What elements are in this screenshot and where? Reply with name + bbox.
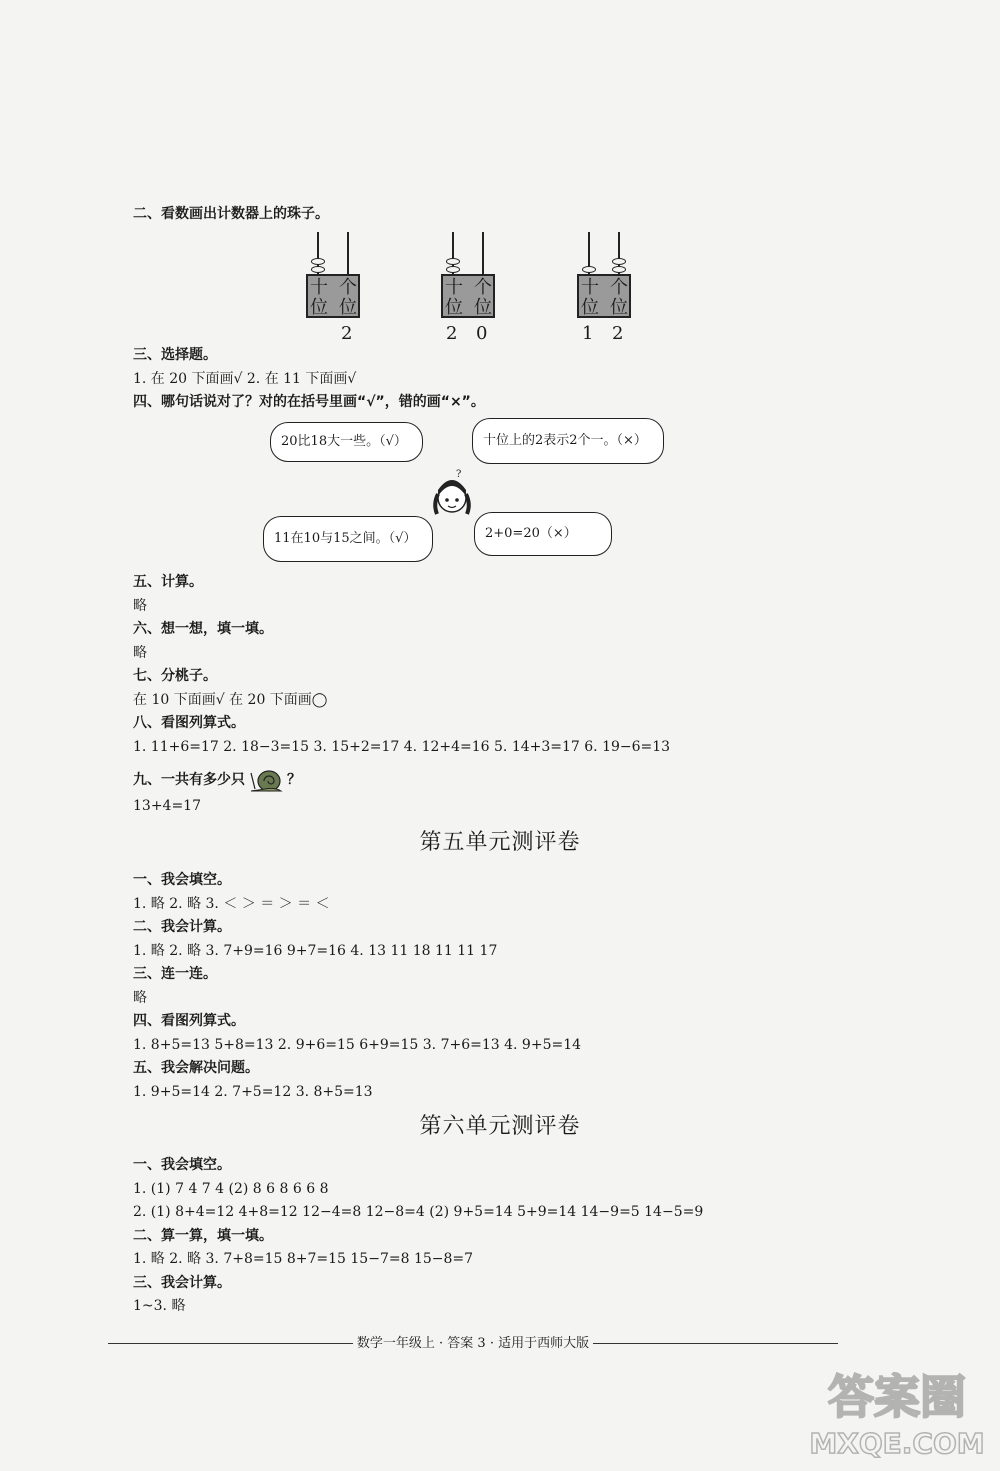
tens-label-2: 位: [581, 297, 599, 318]
sec3-heading: 三、选择题。: [133, 347, 217, 363]
tens-bead: [582, 266, 596, 273]
page-footer: [108, 1334, 838, 1354]
ones-digit: 0: [476, 323, 488, 344]
sec5-answer: 略: [133, 598, 147, 614]
tens-label-1: 十: [310, 277, 328, 298]
unit5-title: 第五单元测评卷: [419, 830, 581, 855]
ones-bead: [612, 258, 626, 265]
sec8-heading: 八、看图列算式。: [133, 715, 245, 731]
unit5-heading: 三、连一连。: [133, 966, 217, 982]
unit6-answer: 1. 略 2. 略 3. 7+8=15 8+7=15 15−7=8 15−8=7: [133, 1251, 474, 1267]
unit5-answer: 1. 8+5=13 5+8=13 2. 9+6=15 6+9=15 3. 7+6=13 4. 9+5=14: [133, 1036, 582, 1053]
unit6-heading: 一、我会填空。: [133, 1157, 231, 1173]
unit5-heading: 四、看图列算式。: [133, 1013, 245, 1029]
watermark-en: MXQE.COM: [809, 1427, 985, 1460]
unit6-heading: 二、算一算，填一填。: [133, 1227, 273, 1244]
girl-icon: [425, 468, 480, 528]
sec9-answer: 13+4=17: [133, 798, 201, 814]
speech-bubble-1: 20比18大一些。（√）: [270, 422, 423, 462]
unit5-answer: 1. 略 2. 略 3. 7+9=16 9+7=16 4. 13 11 18 11 11 17: [133, 942, 498, 959]
sec7-heading: 七、分桃子。: [133, 668, 217, 684]
tens-label-1: 十: [445, 277, 463, 298]
sec6-heading: 六、想一想，填一填。: [133, 621, 273, 637]
sec5-heading: 五、计算。: [133, 574, 203, 590]
ones-bead: [612, 266, 626, 273]
unit5-heading: 一、我会填空。: [133, 872, 231, 888]
tens-bead: [311, 266, 325, 273]
tens-digit: 2: [446, 323, 458, 344]
ones-digit: 2: [612, 323, 624, 344]
watermark-logo: [802, 1353, 992, 1463]
sec8-answer: 1. 11+6=17 2. 18−3=15 3. 15+2=17 4. 12+4=16 5. 14+3=17 6. 19−6=13: [133, 739, 671, 755]
tens-digit: 1: [582, 323, 594, 344]
speech-bubble-2: 十位上的2表示2个一。（×）: [472, 418, 664, 464]
snail-icon: [247, 767, 285, 793]
sec9-heading-text: 九、一共有多少只: [133, 772, 245, 788]
unit6-answer: 1. (1) 7 4 7 4 (2) 8 6 8 6 6 8: [133, 1180, 329, 1197]
ones-label-1: 个: [339, 277, 357, 298]
unit5-answer: 1. 9+5=14 2. 7+5=12 3. 8+5=13: [133, 1083, 373, 1100]
unit6-answer: 2. (1) 8+4=12 4+8=12 12−4=8 12−8=4 (2) 9+5=14 5+9=14 14−9=5 14−5=9: [133, 1204, 704, 1220]
tens-bead: [446, 258, 460, 265]
counter-abacus: [574, 232, 634, 344]
tens-label-2: 位: [445, 297, 463, 318]
sec4-heading: 四、哪句话说对了？对的在括号里画“√”，错的画“×”。: [133, 394, 485, 410]
speech-bubble-3: 11在10与15之间。（√）: [263, 516, 433, 562]
tens-label-2: 位: [310, 297, 328, 318]
speech-bubble-4: 2+0=20（×）: [474, 512, 612, 556]
ones-rod: [347, 232, 349, 274]
ones-rod: [482, 232, 484, 274]
unit6-title: 第六单元测评卷: [419, 1114, 581, 1139]
tens-digit: 2: [341, 323, 353, 344]
sec9-heading: [133, 767, 301, 793]
ones-label-2: 位: [474, 297, 492, 318]
sec9-question-mark: ？: [287, 772, 301, 788]
tens-bead: [311, 258, 325, 265]
ones-label-2: 位: [610, 297, 628, 318]
ones-label-1: 个: [610, 277, 628, 298]
tens-bead: [446, 266, 460, 273]
unit6-heading: 三、我会计算。: [133, 1274, 231, 1291]
unit5-heading: 二、我会计算。: [133, 919, 231, 935]
ones-label-1: 个: [474, 277, 492, 298]
sec3-answer: 1. 在 20 下面画√ 2. 在 11 下面画√: [133, 371, 357, 387]
counter-abacus: [438, 232, 498, 344]
sec2-heading: 二、看数画出计数器上的珠子。: [133, 206, 329, 222]
watermark-cn: 答案圈: [828, 1370, 966, 1424]
sec7-answer: 在 10 下面画√ 在 20 下面画◯: [133, 692, 328, 708]
unit5-answer: 1. 略 2. 略 3. ＜ ＞ ＝ ＞ ＝ ＜: [133, 895, 330, 912]
counter-abacus: [303, 232, 363, 344]
unit6-answer: 1~3. 略: [133, 1298, 186, 1314]
unit5-answer: 略: [133, 989, 147, 1006]
svg-text:?: ?: [456, 469, 462, 480]
unit5-heading: 五、我会解决问题。: [133, 1060, 259, 1076]
footer-text: 数学一年级上 · 答案 3 · 适用于西师大版: [353, 1336, 593, 1351]
tens-label-1: 十: [581, 277, 599, 298]
ones-label-2: 位: [339, 297, 357, 318]
sec6-answer: 略: [133, 645, 147, 661]
